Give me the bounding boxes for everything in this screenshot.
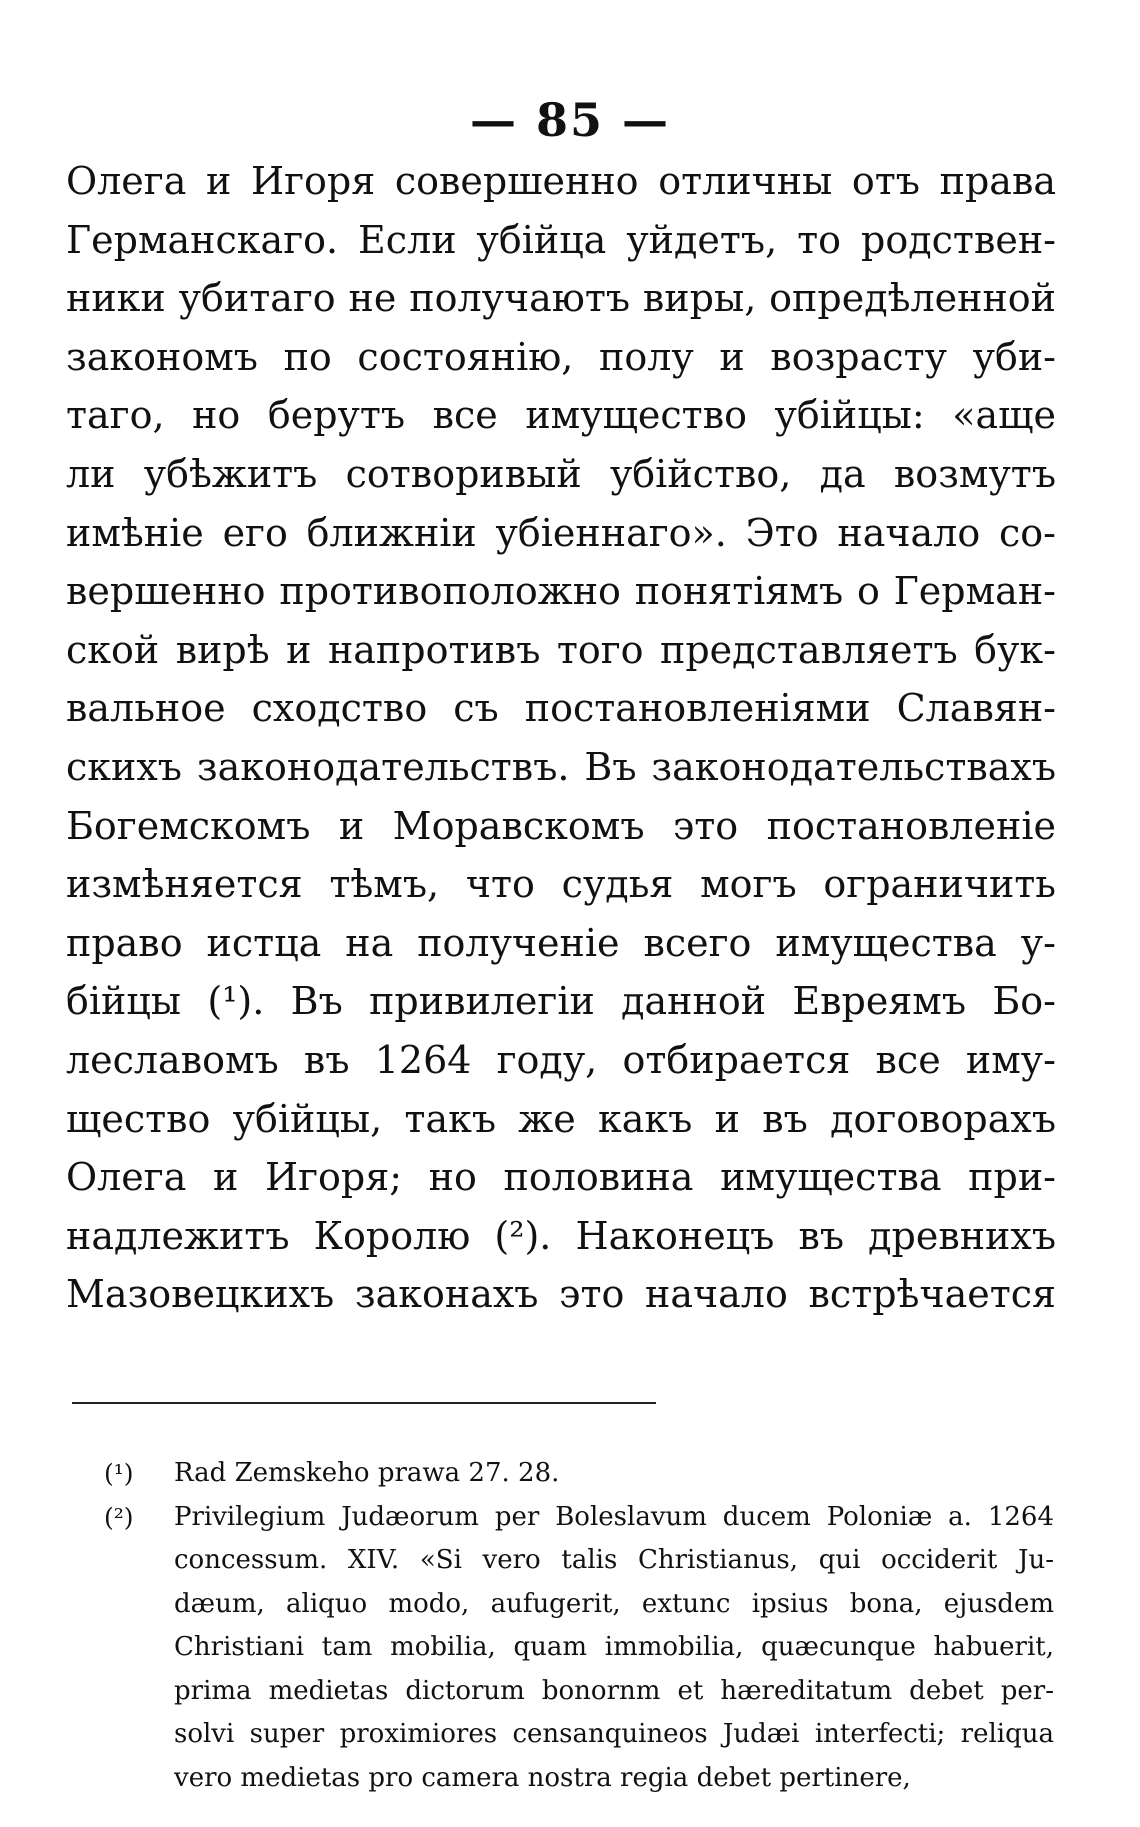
text-line: бійцы (¹). Въ привилегіи данной Евреямъ Бо- [66, 979, 1056, 1024]
text-line: Олега и Игоря совершенно отличны отъ права [66, 159, 1056, 203]
text-line: Богемскомъ и Моравскомъ это постановленіе [66, 803, 1056, 848]
footnote-divider [72, 1402, 656, 1404]
footnote-line: vero medietas pro camera nostra regia debet pertinere, [174, 1762, 911, 1793]
text-line: щество убійцы, такъ же какъ и въ договорахъ [66, 1096, 1056, 1141]
footnote-2 [104, 1496, 1054, 1801]
text-line: Мазовецкихъ законахъ это начало встрѣчается [66, 1272, 1056, 1317]
text-line: скихъ законодательствъ. Въ законодательствахъ [66, 744, 1056, 789]
text-line: ской вирѣ и напротивъ того представляетъ бук- [66, 627, 1056, 672]
footnote-line: prima medietas dictorum bonornm et hæreditatum debet per- [174, 1675, 1054, 1706]
footnote-1 [104, 1452, 1054, 1496]
footnote-marker: (¹) [104, 1459, 134, 1488]
text-line: таго, но берутъ все имущество убійцы: «аще [66, 393, 1056, 438]
text-line: закономъ по состоянію, полу и возрасту уби- [66, 334, 1056, 379]
footnote-line: Christiani tam mobilia, quam immobilia, quæcunque habuerit, [174, 1632, 1054, 1662]
footnote-line: Rad Zemskeho prawa 27. 28. [174, 1458, 560, 1488]
text-line: надлежитъ Королю (²). Наконецъ въ древнихъ [66, 1213, 1056, 1258]
text-line: ники убитаго не получаютъ виры, опредѣленной [66, 276, 1056, 321]
text-line: ли убѣжитъ сотворивый убійство, да возмутъ [66, 451, 1056, 496]
page-number: — 85 — [469, 93, 671, 147]
footnote-marker: (²) [104, 1502, 134, 1532]
text-line: измѣняется тѣмъ, что судья могъ ограничить [66, 862, 1056, 907]
text-line: вершенно противоположно понятіямъ о Герман- [66, 569, 1056, 614]
text-line: Германскаго. Если убійца уйдетъ, то родствен- [66, 217, 1056, 262]
footnote-line: solvi super proximiores censanquineos Judæi interfecti; reliqua [174, 1719, 1054, 1749]
footnote-line: Privilegium Judæorum per Boleslavum ducem Poloniæ a. 1264 [174, 1501, 1054, 1532]
main-text [66, 152, 1056, 1324]
footnotes [104, 1452, 1054, 1800]
footnote-line: dæum, aliquo modo, aufugerit, extunc ipsius bona, ejusdem [174, 1588, 1054, 1619]
footnote-line: concessum. XIV. «Si vero talis Christianus, qui occiderit Ju- [174, 1545, 1054, 1575]
text-line: имѣніе его ближніи убіеннаго». Это начало со- [66, 510, 1056, 555]
text-line: вальное сходство съ постановленіями Славян- [66, 686, 1056, 731]
text-line: Олега и Игоря; но половина имущества при- [66, 1155, 1056, 1200]
text-line: леславомъ въ 1264 году, отбирается все иму- [66, 1037, 1056, 1082]
text-line: право истца на полученіе всего имущества у- [66, 920, 1056, 965]
